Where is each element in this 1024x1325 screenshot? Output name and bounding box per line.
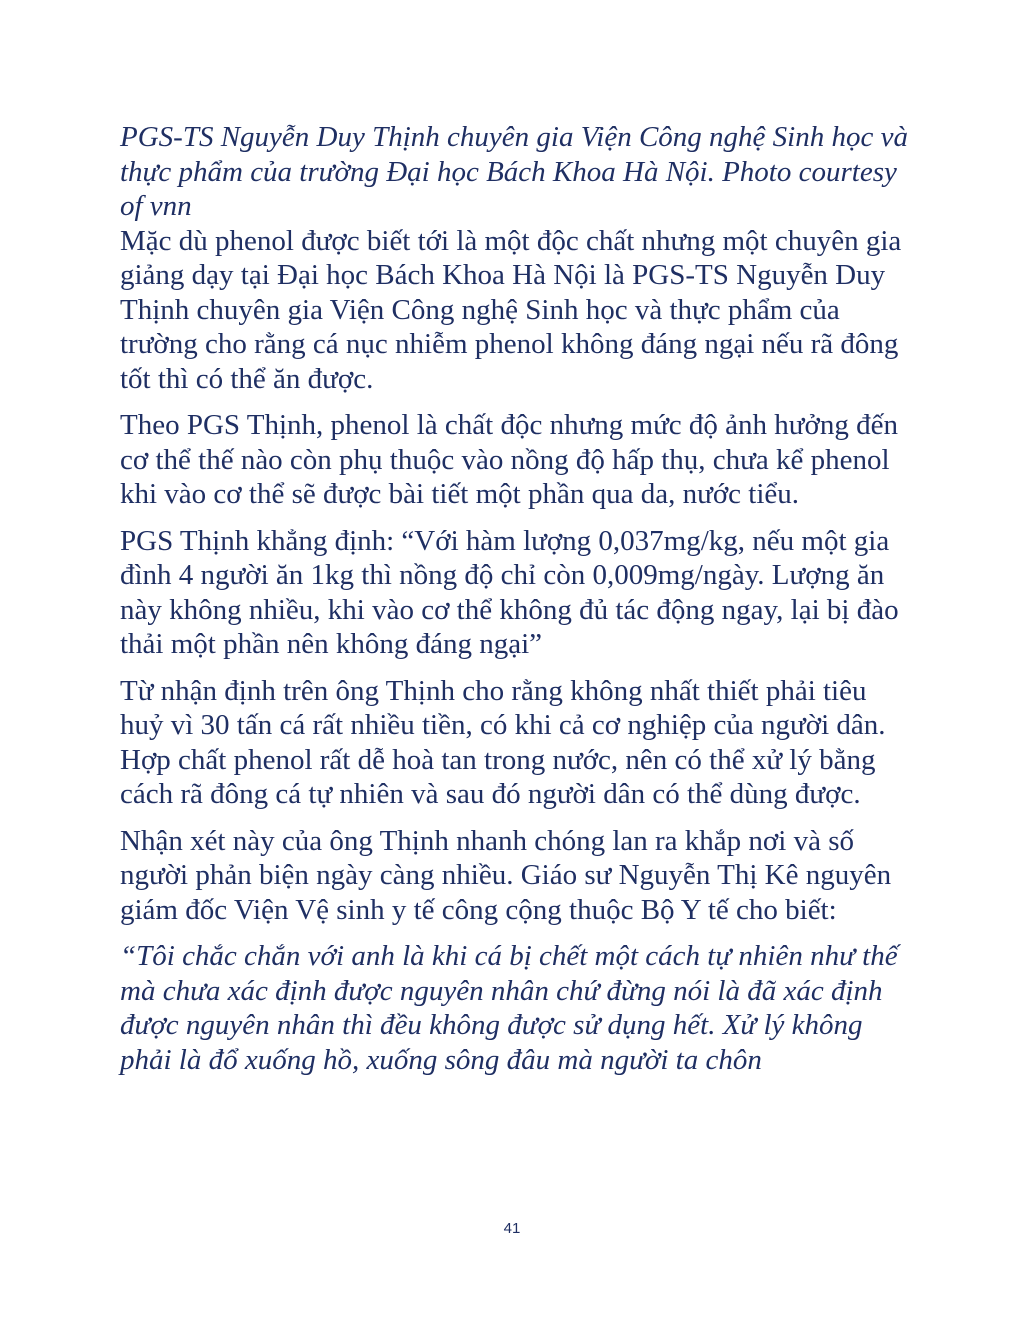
body-paragraph-3: PGS Thịnh khẳng định: “Với hàm lượng 0,037mg/kg, nếu một gia đình 4 người ăn 1kg thì nồng độ chỉ còn 0,009mg/ngày. Lượng ăn này không nhiều, khi vào cơ thể không đủ tác động ngay, lại bị đào thải một phần nên không đáng ngại” bbox=[120, 524, 899, 660]
body-paragraph-1: Mặc dù phenol được biết tới là một độc chất nhưng một chuyên gia giảng dạy tại Đại học Bách Khoa Hà Nội là PGS-TS Nguyễn Duy Thịnh chuyên gia Viện Công nghệ Sinh học và thực phẩm của trường cho rằng cá nục nhiễm phenol không đáng ngại nếu rã đông tốt thì có thể ăn được. bbox=[120, 224, 902, 395]
photo-caption: PGS-TS Nguyễn Duy Thịnh chuyên gia Viện Công nghệ Sinh học và thực phẩm của trường Đại học Bách Khoa Hà Nội. Photo courtesy of vnn bbox=[120, 121, 908, 222]
body-paragraph-4: Từ nhận định trên ông Thịnh cho rằng không nhất thiết phải tiêu huỷ vì 30 tấn cá rất nhiều tiền, có khi cả cơ nghiệp của người dân. Hợp chất phenol rất dễ hoà tan trong nước, nên có thể xử lý bằng cách rã đông cá tự nhiên và sau đó người dân có thể dùng được. bbox=[120, 674, 886, 810]
body-paragraph-5: Nhận xét này của ông Thịnh nhanh chóng lan ra khắp nơi và số người phản biện ngày càng nhiều. Giáo sư Nguyễn Thị Kê nguyên giám đốc Viện Vệ sinh y tế công cộng thuộc Bộ Y tế cho biết: bbox=[120, 824, 892, 926]
body-paragraph-2: Theo PGS Thịnh, phenol là chất độc nhưng mức độ ảnh hưởng đến cơ thể thế nào còn phụ thuộc vào nồng độ hấp thụ, chưa kể phenol khi vào cơ thể sẽ được bài tiết một phần qua da, nước tiểu. bbox=[120, 409, 898, 510]
page-content bbox=[120, 120, 910, 1089]
page-number: 41 bbox=[503, 1220, 521, 1237]
quote-paragraph: “Tôi chắc chắn với anh là khi cá bị chết một cách tự nhiên như thế mà chưa xác định được nguyên nhân chứ đừng nói là đã xác định được nguyên nhân thì đều không được sử dụng hết. Xử lý không phải là đổ xuống hồ, xuống sông đâu mà người ta chôn bbox=[120, 940, 898, 1076]
